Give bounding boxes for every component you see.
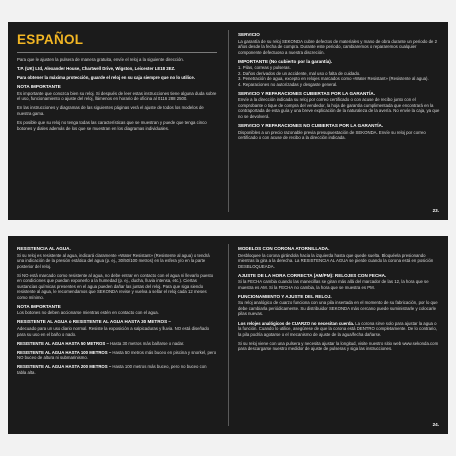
covered-text: Envíe a la dirección indicada su reloj por correo certificado o con acuse de recibo junto con el comprobante o tique de compra del vendedor, la hoja de garantía cumplimentada que encontrará en la contraportada de esta guía y una breve explicación de la naturaleza de la avería. No envíe la caja, ya que no se devolverá.: [238, 97, 440, 119]
note-text: Los botones no deben accionarse mientras estén en contacto con el agua.: [17, 310, 159, 316]
service-text: La garantía de su reloj SEKONDA cubre defectos de materiales y mano de obra durante un periodo de 2 años desde la fecha de compra. Durante este periodo, cambiaremos o repararemos cualquier componente defectuoso a nuestra discreción.: [238, 38, 437, 55]
page-24-left-column: [17, 246, 217, 379]
not-covered-heading: SERVICIO Y REPARACIONES NO CUBIERTAS POR LA GARANTÍA.: [238, 123, 384, 129]
screw-crown-text: Desbloquee la corona girándola hacia la izquierda hasta que quede suelta. Bloquéela presionando mientras la gira a la derecha. La RESISTENCIA AL AGUA se pierde cuando la corona está en posición DESBLOQUEADA.: [238, 252, 434, 269]
note-text: Es importante que conozca bien su reloj. Si después de leer estas instrucciones tiene alguna duda sobre el uso, funcionamiento o ajuste del reloj, llámenos en horario de oficina al 0116 288 2500.: [17, 90, 217, 102]
time-setting-text: Si la FECHA cambia cuando las manecillas se giran más allá del marcador de las 12, la hora que se muestra es AM. Si la FECHA no cambia, la hora que se muestra es PM.: [238, 279, 429, 290]
function-heading: FUNCIONAMIENTO Y AJUSTE DEL RELOJ.: [238, 293, 332, 299]
screw-crown-heading: MODELOS CON CORONA ATORNILLADA.: [238, 246, 330, 251]
note-heading: NOTA IMPORTANTE: [17, 84, 61, 90]
wr100-label: RESISTENTE AL AGUA HASTA 100 METROS –: [17, 349, 112, 355]
function-text: Su reloj analógico de cuarzo funciona con una pila insertada en el momento de su fabricación, por lo que debe cambiarla periódicamente. Su distribuidor SEKONDA más cercano puede suministrarle y colocarle pilas nuevas.: [238, 300, 438, 317]
strap-website-text: Si su reloj viene con una pulsera y necesita ajustar la longitud, visite nuestro sitio web www.sekonda.com para descargarse nuestro medidor de ajuste de pulseras y siga las instrucciones.: [238, 340, 439, 352]
diagrams-text-1: En las instrucciones y diagramas de las siguientes páginas verá el ajuste de todos los modelos de nuestra gama.: [17, 105, 204, 116]
wr200-text: Hasta 100 metros más buceo, pero no buceo con tabla alta.: [17, 364, 207, 375]
important-heading: IMPORTANTE (No cubierto por la garantía).: [238, 58, 333, 64]
page-23-left-column: [17, 32, 217, 135]
page-title: ESPAÑOL: [17, 32, 84, 47]
important-item: 1. Pilas, correas y pulseras.: [238, 65, 291, 71]
wr100-item: [17, 350, 217, 361]
wr50-item: [17, 341, 217, 347]
covered-heading: SERVICIO Y REPARACIONES CUBIERTAS POR LA GARANTÍA.: [238, 90, 375, 96]
wr30-heading: RESISTENTE AL AGUA o RESISTENTE AL AGUA HASTA 30 METROS –: [17, 319, 171, 325]
column-divider: [228, 244, 229, 426]
water-resistance-heading: RESISTENCIA AL AGUA.: [17, 246, 71, 251]
manual-page-24: [8, 236, 448, 434]
page-number: 23.: [432, 208, 439, 213]
water-resistance-text-2: Si NO está marcado como resistente al agua, no debe entrar en contacto con el agua ni llevarlo puesto en condiciones que puedan exponerlo a la humedad (p. ej., ducha, lluvia intensa, etc.). Ciertas sustancias químicas presentes en el agua pueden dañar las juntas del reloj. Para que siga siendo resistente al agua, le recomendamos que SEKONDA revise y vuelva a sellar el reloj cada 12 meses como mínimo.: [17, 272, 214, 300]
page-number: 24.: [432, 422, 439, 427]
column-divider: [228, 30, 229, 212]
important-item: 4. Reparaciones no autorizadas y desgaste general.: [238, 81, 338, 87]
wr50-label: RESISTENTE AL AGUA HASTA 50 METROS –: [17, 340, 109, 346]
not-covered-text: Disponibles a un precio razonable previa presupuestación de SEKONDA. Envíe su reloj por correo certificado o con acuse de recibo a la dirección indicada.: [238, 129, 426, 141]
page-24-right-column: [238, 246, 440, 355]
time-setting-heading: AJUSTE DE LA HORA CORRECTA (AM/PM): RELOJES CON FECHA.: [238, 272, 387, 278]
quartz-text: [238, 321, 440, 338]
important-item: 3. Penetración de agua, excepto en relojes marcados como «Water Resistant» (Resistente al agua).: [238, 76, 429, 82]
address-text: T.P. (UK) Ltd, Alexander House, Chartwell Drive, Wigston, Leicester LE18 2EZ.: [17, 66, 176, 72]
diagrams-text-2: Es posible que su reloj no tenga todas las características que se muestran y puede que tenga cinco botones y diales además de los que se muestran en los diagramas individuales.: [17, 120, 207, 131]
wr30-text: Adecuado para un uso diario normal. Resiste la exposición a salpicaduras y lluvia. NO está diseñado para su uso en el baño o nado.: [17, 326, 210, 337]
manual-page-23: [8, 22, 448, 220]
wr100-text: Hasta 50 metros más buceo en piscina y snorkel, pero NO buceo de altura ni submarinismo.: [17, 349, 217, 361]
wr200-label: RESISTENTE AL AGUA HASTA 200 METROS –: [17, 364, 112, 370]
quartz-bold-text: Los relojes analógicos de CUARZO no necesitan cuerda.: [238, 320, 355, 326]
water-resistance-text: Si su reloj es resistente al agua, indicará claramente «Water Resistant» (Resistente al agua) o tendrá una indicación de la presión estática del agua (p. ej., 30/50/100 metros) en la esfera y/o en la parte posterior del reloj.: [17, 252, 210, 269]
service-heading: SERVICIO: [238, 32, 260, 37]
strap-adjust-text: Para que le ajusten la pulsera de manera gratuita, envíe el reloj a la siguiente dirección.: [17, 57, 184, 62]
important-item: 2. Daños derivados de un accidente, mal uso o falta de cuidado.: [238, 70, 361, 76]
wr200-item: [17, 364, 217, 375]
page-23-right-column: [238, 32, 440, 144]
important-list: [238, 65, 440, 87]
title-rule: [17, 52, 217, 53]
quartz-body-text: La corona sirve solo para ajustar la agua o la función. Cuando lo utilice, asegúrese de que la corona está DENTRO completamente. De lo contrario, la pila podría agotarse o el mecanismo de ajuste de la agua/fecha dañarse.: [238, 320, 437, 337]
wr50-text: Hasta 30 metros más bañarse o nadar.: [108, 340, 185, 346]
note-heading: NOTA IMPORTANTE: [17, 303, 61, 309]
protection-text: Para obtener la máxima protección, guarde el reloj en su caja siempre que no lo utilice.: [17, 75, 195, 81]
